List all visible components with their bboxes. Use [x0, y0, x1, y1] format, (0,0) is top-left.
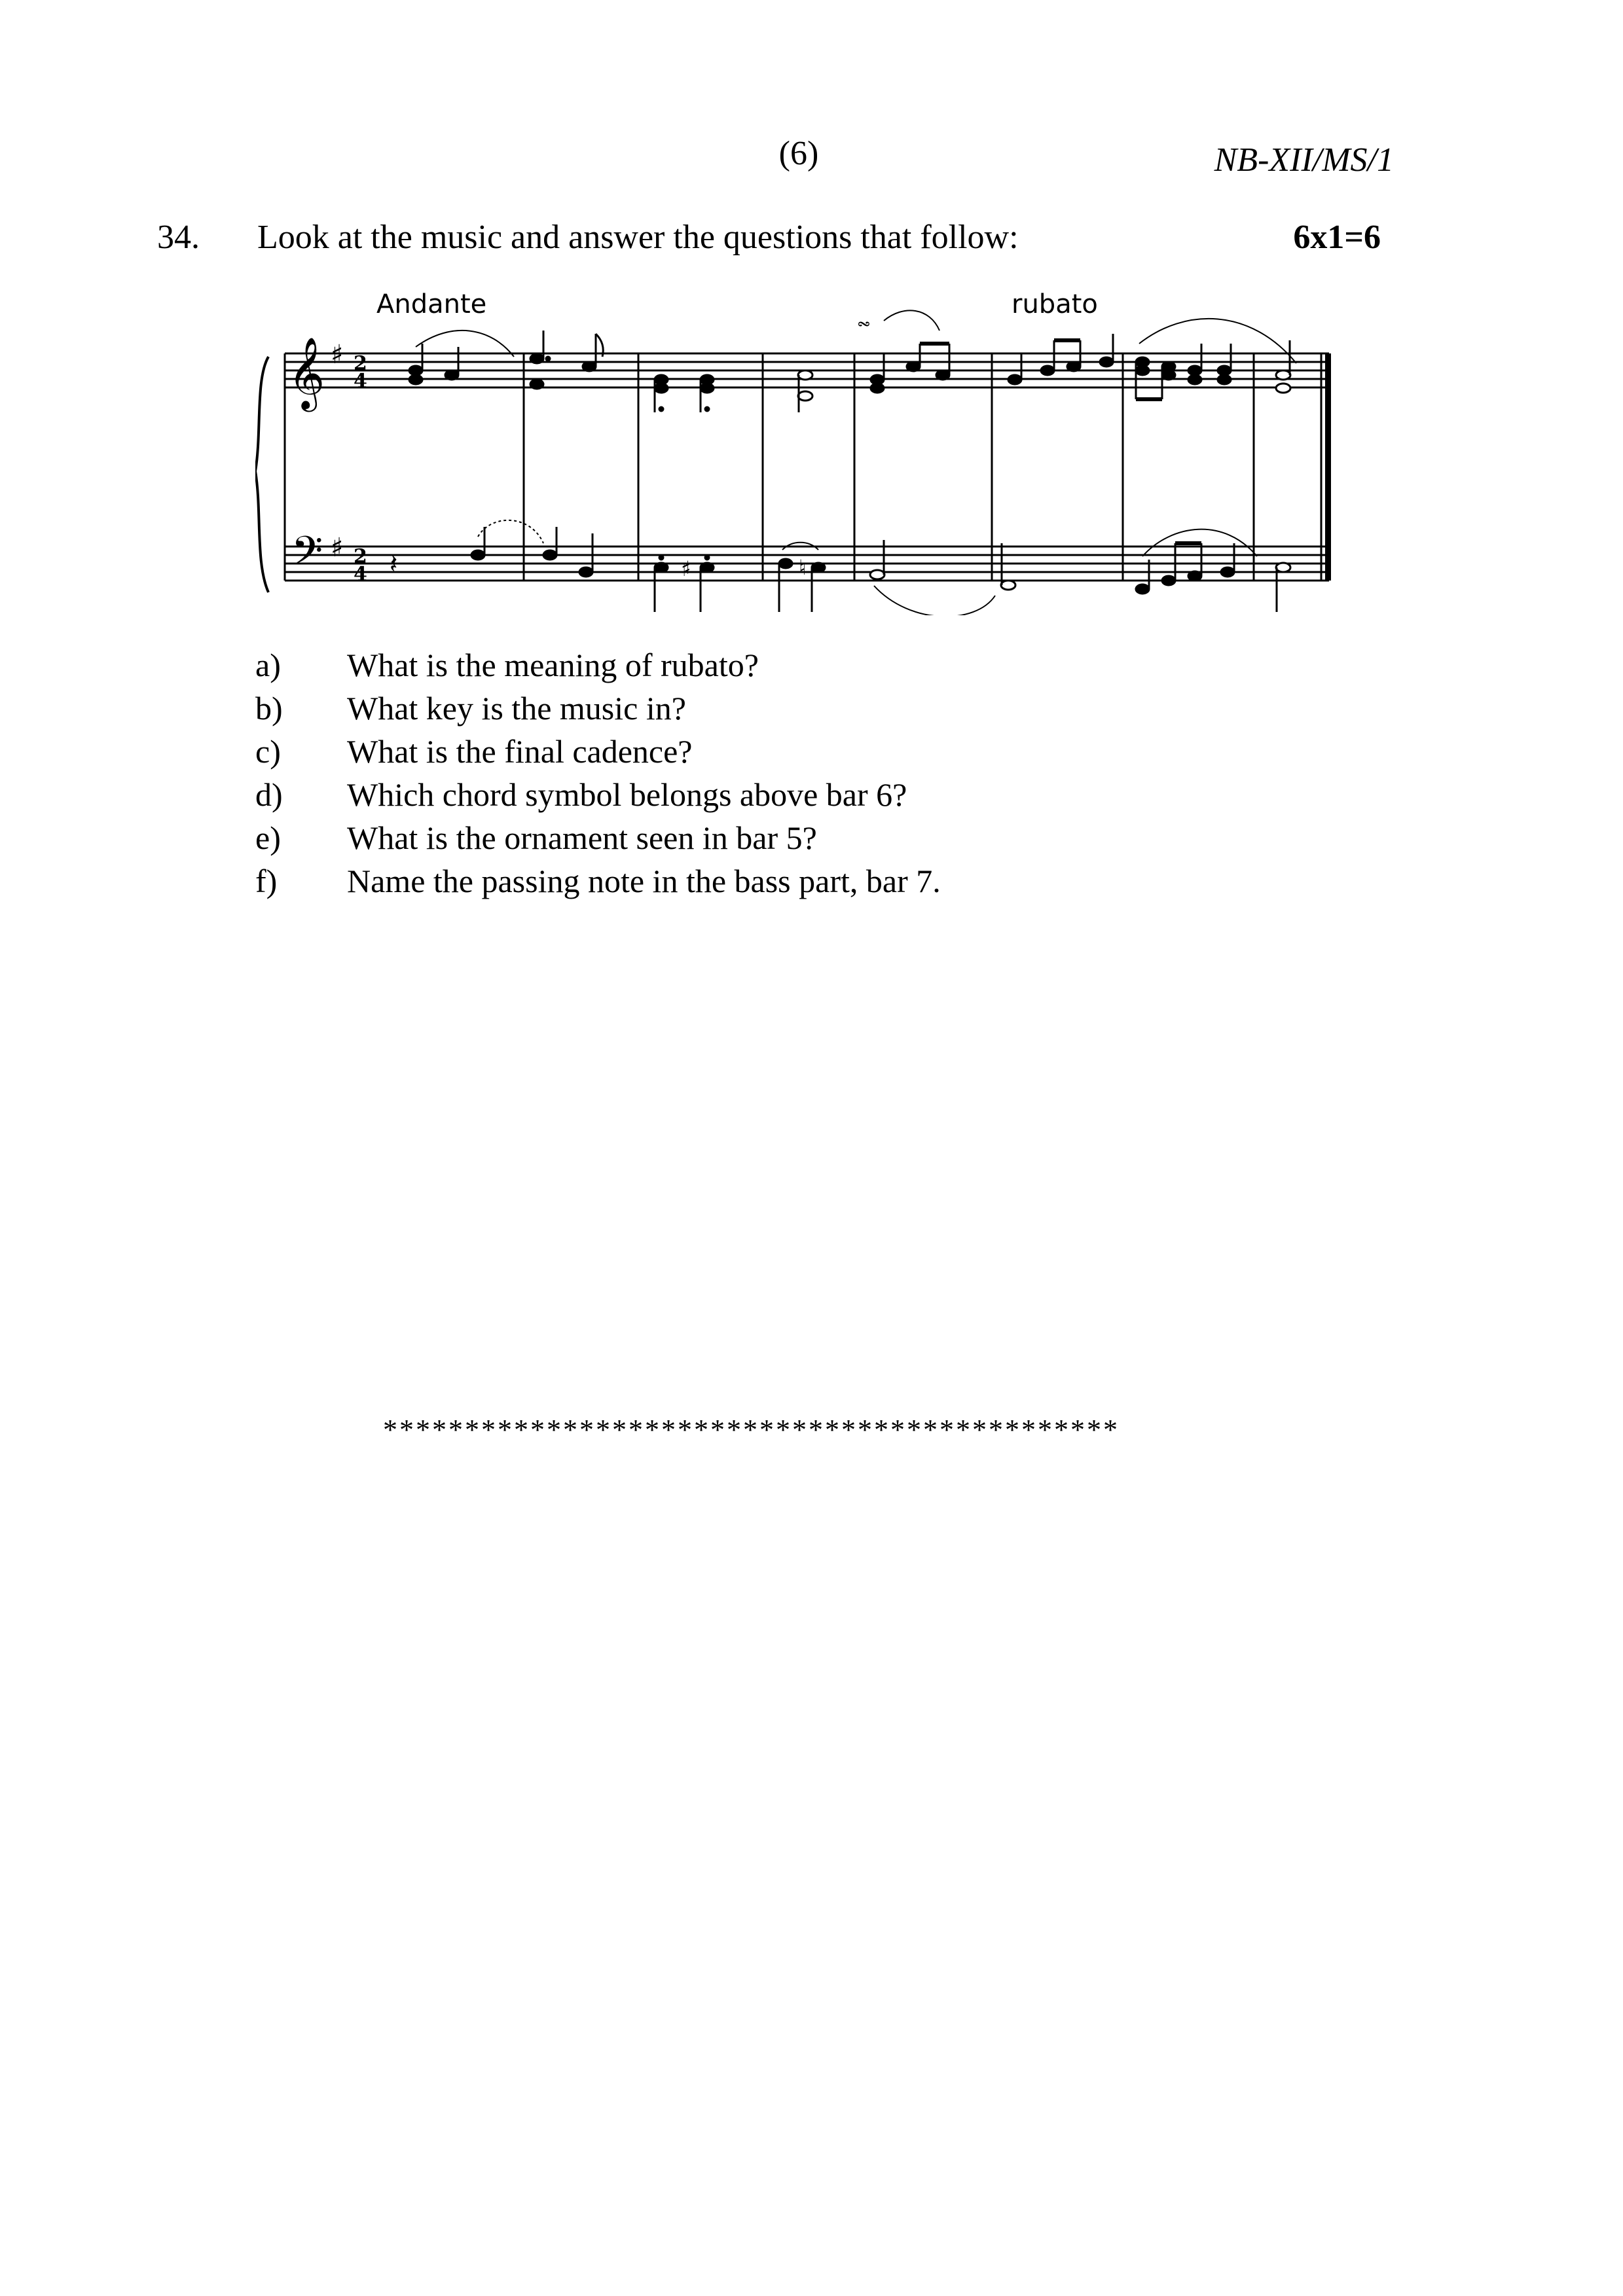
turn-ornament-icon: 𝆗 — [858, 308, 870, 334]
treble-sharp-icon: ♯ — [331, 340, 344, 370]
svg-text:𝄽: 𝄽 — [390, 549, 398, 579]
sub-question-text: Which chord symbol belongs above bar 6? — [347, 776, 907, 813]
sub-question-list — [255, 643, 941, 903]
sub-question-letter: e) — [255, 819, 281, 856]
document-code: NB-XII/MS/1 — [1214, 141, 1394, 179]
sub-question-letter: c) — [255, 733, 281, 770]
system-brace — [255, 357, 268, 592]
sub-question — [255, 643, 941, 687]
question-number: 34. — [157, 219, 200, 256]
sub-question-letter: a) — [255, 647, 281, 683]
end-separator: ********************************************* — [383, 1414, 1120, 1446]
question-marks: 6x1=6 — [1293, 219, 1381, 256]
music-score — [255, 281, 1336, 615]
sub-question-letter: d) — [255, 776, 283, 813]
svg-text:♮: ♮ — [799, 555, 807, 580]
bass-clef-icon: 𝄢 — [291, 527, 323, 584]
bass-staff — [285, 547, 1329, 581]
sub-question-letter: b) — [255, 690, 283, 726]
treble-time-bottom: 4 — [354, 370, 367, 393]
sub-question — [255, 773, 941, 816]
sub-question — [255, 859, 941, 903]
sub-question-letter: f) — [255, 863, 278, 899]
page-number: (6) — [778, 135, 819, 172]
bass-sharp-icon: ♯ — [331, 533, 344, 563]
sub-question-text: What is the ornament seen in bar 5? — [347, 819, 817, 856]
sub-question — [255, 730, 941, 773]
tempo-marking: Andante — [376, 289, 487, 319]
svg-text:♯: ♯ — [681, 556, 691, 581]
sub-question-text: What is the final cadence? — [347, 733, 693, 770]
music-score-svg — [255, 281, 1336, 615]
bass-time-bottom: 4 — [354, 563, 367, 586]
sub-question — [255, 687, 941, 730]
sub-question-text: What key is the music in? — [347, 690, 686, 726]
sub-question — [255, 816, 941, 859]
treble-clef-icon: 𝄞 — [288, 337, 325, 409]
expression-marking: rubato — [1012, 289, 1098, 319]
question-text: Look at the music and answer the questions that follow: — [257, 219, 1019, 256]
sub-question-text: Name the passing note in the bass part, bar 7. — [347, 863, 941, 899]
bass-time-top: 2 — [354, 545, 367, 568]
sub-question-text: What is the meaning of rubato? — [347, 647, 759, 683]
treble-time-top: 2 — [354, 352, 367, 375]
